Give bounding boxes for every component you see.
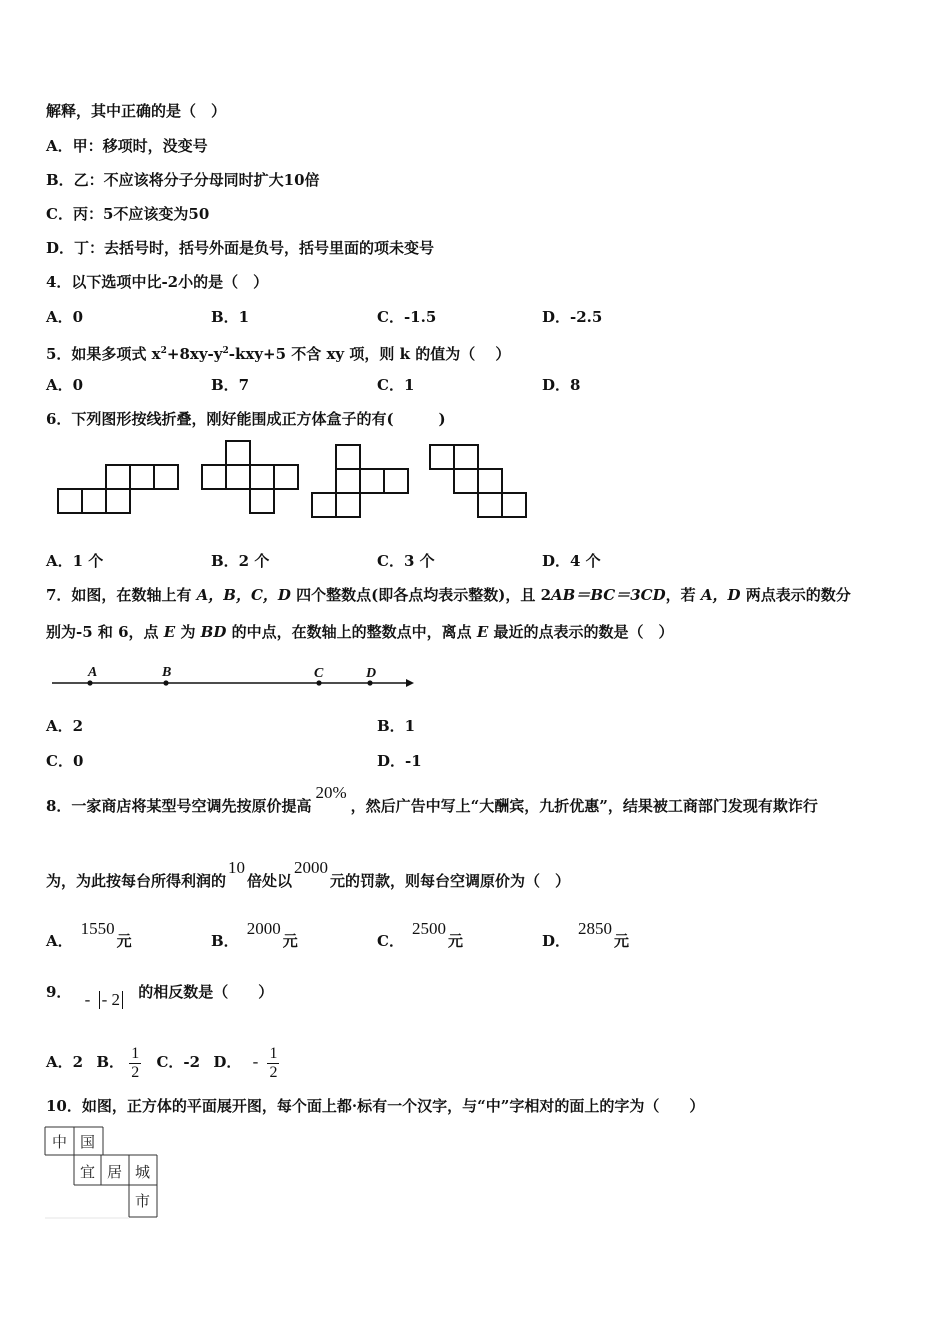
cube-net-1 (58, 465, 178, 513)
label-c: C (314, 666, 324, 681)
q5-option-a: A．0 (46, 376, 84, 394)
point-b (163, 680, 168, 685)
q6-option-b: B．2 个 (211, 552, 270, 570)
q3-option-b: B．乙：不应该将分子分母同时扩大10倍 (46, 171, 320, 189)
q4-stem: 4．以下选项中比-2小的是（ ） (46, 273, 269, 291)
cell-guo: 国 (80, 1133, 96, 1151)
cube-net-3 (312, 445, 408, 517)
q4-option-b: B．1 (211, 308, 250, 326)
q8-option-a: A．1550元 (46, 919, 132, 950)
q10-cube-net (45, 1127, 161, 1221)
q6-option-d: D．4 个 (542, 552, 601, 570)
q5-option-d: D．8 (542, 376, 581, 394)
cube-net-4 (430, 445, 526, 517)
q5-stem: 5．如果多项式 $x^2+8xy-y^2-kxy+5$ 不含 xy 项，则 k 的值为（ ） (46, 345, 511, 363)
q3-option-c: C．丙：5不应该变为50 (46, 205, 210, 223)
q7-stem-line1: 7．如图，在数轴上有 A，B，C，D 四个整数点(即各点均表示整数)，且 2AB＝BC＝3CD，若 A，D 两点表示的数分 (46, 586, 851, 604)
q3-prompt: 解释，其中正确的是（ ） (46, 102, 227, 120)
q8-option-b: B．2000元 (211, 919, 298, 950)
label-a: A (88, 665, 98, 680)
cell-cheng: 城 (135, 1163, 151, 1181)
point-a (87, 680, 92, 685)
q7-option-a: A．2 (46, 717, 84, 735)
cell-shi: 市 (135, 1192, 151, 1210)
q7-option-d: D．-1 (377, 752, 422, 770)
q5-option-c: C．1 (377, 376, 415, 394)
q9-options: A．2 B． $\frac{1}{2}$ C．-2 D． - $\frac{1}{2}$ (46, 1044, 278, 1081)
q6-option-c: C．3 个 (377, 552, 435, 570)
q7-option-b: B．1 (377, 717, 416, 735)
axis-arrow-icon (406, 679, 414, 687)
q8-stem-line2: 为，为此按每台所得利润的10倍处以2000元的罚款，则每台空调原价为（ ） (46, 858, 571, 890)
q9-expression: - - 2 (85, 990, 123, 1010)
q9-stem: 9． - - 2 的相反数是（ ） (46, 983, 274, 1009)
q9-option-b: B． (96, 1053, 124, 1071)
q6-option-a: A．1 个 (46, 552, 104, 570)
q9-option-d: D． (213, 1053, 242, 1071)
q7-option-c: C．0 (46, 752, 84, 770)
q4-option-a: A．0 (46, 308, 84, 326)
point-d (367, 680, 372, 685)
cell-zhong: 中 (52, 1133, 68, 1151)
q9-option-d-fraction: $\frac{1}{2}$ (269, 1044, 278, 1081)
q7-number-line (46, 660, 418, 696)
q9-option-c: C．-2 (156, 1053, 201, 1071)
label-b: B (162, 665, 172, 680)
cell-ju: 居 (107, 1163, 123, 1181)
q4-option-c: C．-1.5 (377, 308, 437, 326)
q6-stem: 6．下列图形按线折叠，刚好能围成正方体盒子的有( ) (46, 410, 446, 428)
q4-option-d: D．-2.5 (542, 308, 603, 326)
q3-option-d: D．丁：去括号时，括号外面是负号，括号里面的项未变号 (46, 239, 435, 257)
label-d: D (366, 666, 377, 681)
q8-option-c: C．2500元 (377, 919, 463, 950)
q3-option-a: A．甲：移项时，没变号 (46, 137, 208, 155)
q8-stem-line1: 8．一家商店将某型号空调先按原价提高20%，然后广告中写上“大酬宾，九折优惠”，结果被工商部门发现有欺诈行 (46, 783, 818, 815)
q9-option-b-fraction: $\frac{1}{2}$ (131, 1044, 140, 1081)
q5-option-b: B．7 (211, 376, 250, 394)
q8-option-d: D．2850元 (542, 919, 630, 950)
cell-yi: 宜 (80, 1163, 96, 1181)
q6-nets-figure (50, 436, 540, 526)
q9-option-a: A．2 (46, 1053, 84, 1071)
cube-net-2 (202, 441, 298, 513)
q10-stem: 10．如图，正方体的平面展开图，每个面上都·标有一个汉字，与“中”字相对的面上的字为（ ） (46, 1097, 705, 1115)
q7-stem-line2: 别为-5 和 6，点 E 为 BD 的中点，在数轴上的整数点中，离点 E 最近的点表示的数是（ ） (46, 623, 674, 641)
point-c (316, 680, 321, 685)
